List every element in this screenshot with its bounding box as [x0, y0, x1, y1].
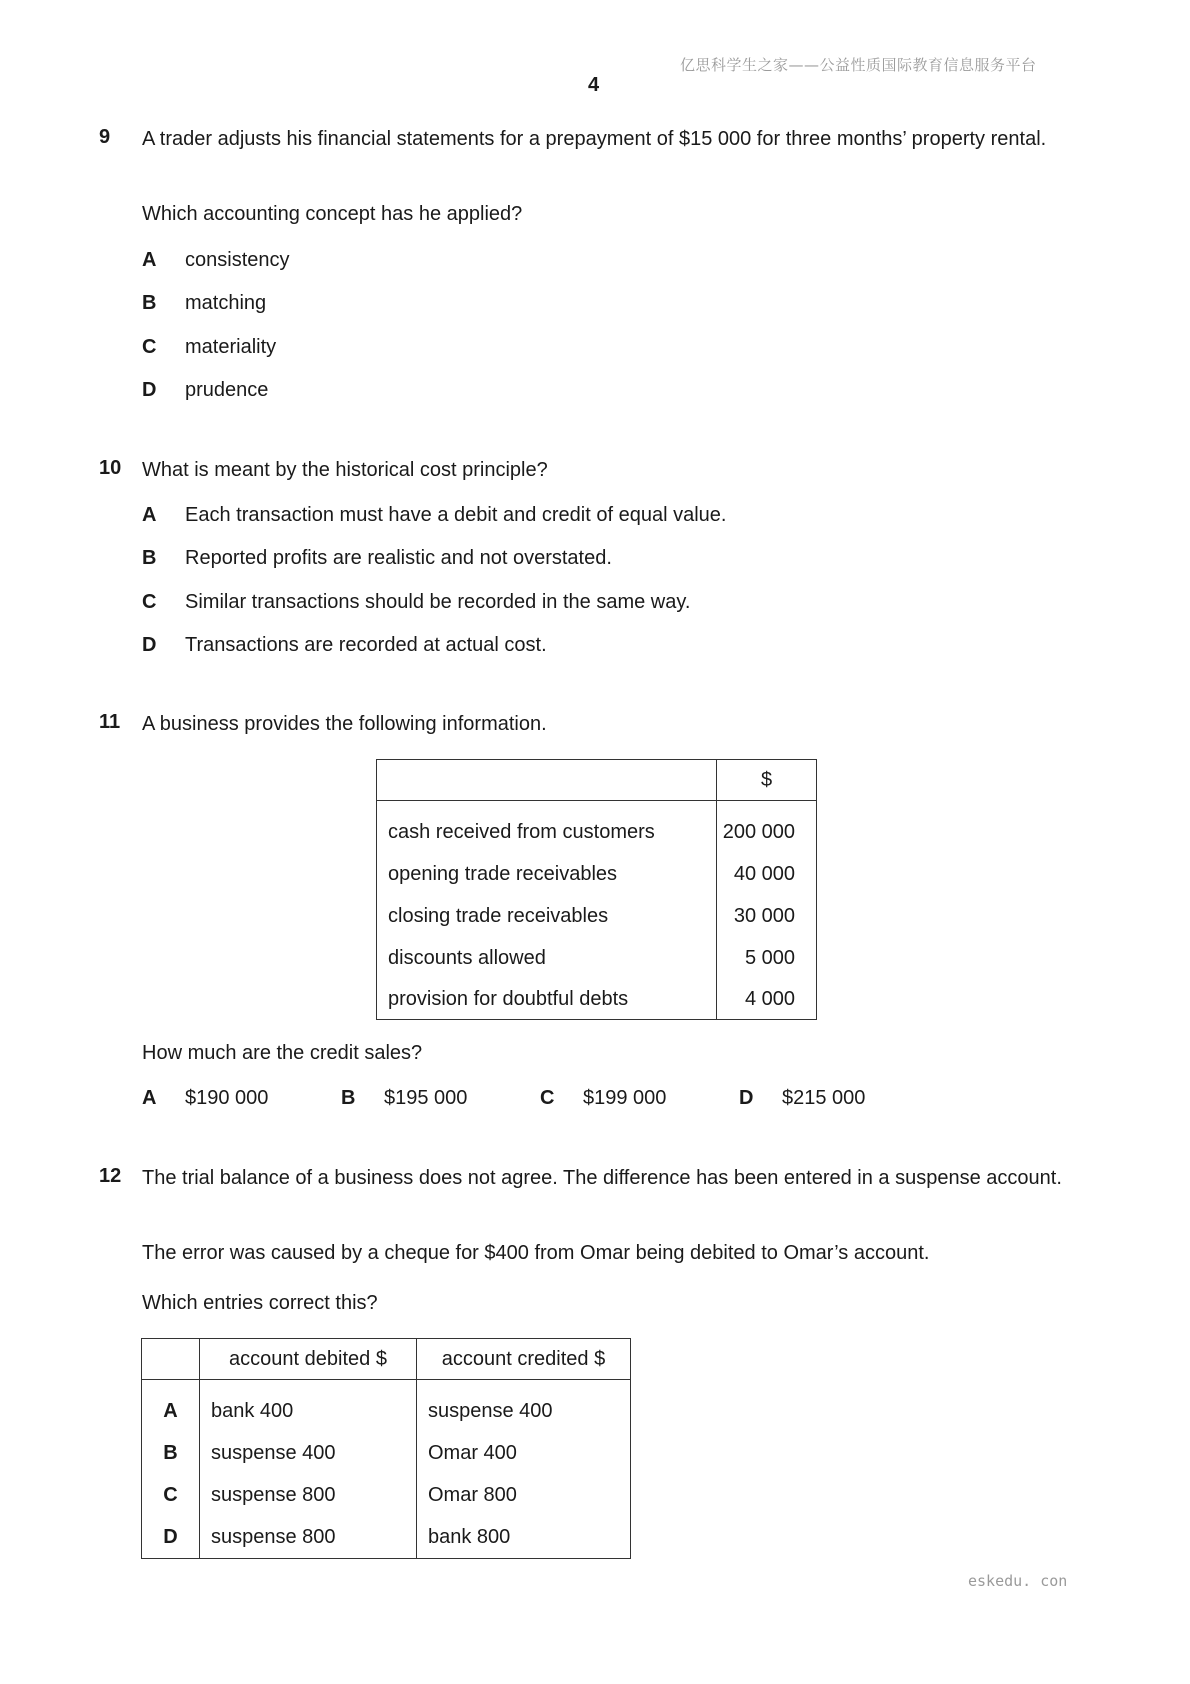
table-header-cell: $ — [717, 760, 817, 801]
page-number: 4 — [588, 74, 600, 96]
option-letter: D — [142, 1516, 200, 1559]
q10-option-text: Reported profits are realistic and not overstated. — [185, 547, 612, 569]
item-amount: 30 000 — [733, 904, 795, 927]
q10-option-letter: B — [142, 547, 157, 569]
credit-entry: bank 800 — [428, 1525, 511, 1548]
credit-entry: Omar 400 — [428, 1441, 517, 1464]
item-label: opening trade receivables — [377, 853, 717, 895]
q10-option-text: Similar transactions should be recorded in the same way. — [185, 591, 691, 613]
item-label: cash received from customers — [377, 801, 717, 854]
question-12-number: 12 — [99, 1165, 122, 1187]
information-table — [376, 759, 817, 1020]
item-amount: 4 000 — [744, 987, 795, 1010]
q11-option-letter: C — [540, 1087, 555, 1109]
q10-option-letter: C — [142, 591, 157, 613]
q11-option-letter: A — [142, 1087, 157, 1109]
q10-option-letter: A — [142, 504, 157, 526]
question-10-text: What is meant by the historical cost principle? — [142, 459, 548, 481]
q9-option-letter: A — [142, 249, 157, 271]
question-12-text: The trial balance of a business does not agree. The difference has been entered in a suspense account. — [142, 1167, 1062, 1189]
question-11-prompt: How much are the credit sales? — [142, 1042, 423, 1064]
q9-option-letter: C — [142, 336, 157, 358]
question-11-number: 11 — [99, 711, 121, 733]
table-row — [142, 1432, 631, 1474]
item-amount: 40 000 — [733, 862, 795, 885]
q10-option-letter: D — [142, 634, 157, 656]
q9-option-letter: B — [142, 292, 157, 314]
debit-entry: bank 400 — [200, 1380, 417, 1433]
q11-option-value: $215 000 — [782, 1087, 866, 1109]
item-amount: 200 000 — [722, 820, 795, 843]
question-12-prompt: Which entries correct this? — [142, 1292, 378, 1314]
table-row — [377, 801, 817, 854]
table-row — [142, 1474, 631, 1516]
q11-option-value: $190 000 — [185, 1087, 269, 1109]
question-11-text: A business provides the following information. — [142, 713, 547, 735]
credit-entry: Omar 800 — [428, 1483, 517, 1506]
q11-option-letter: B — [341, 1087, 356, 1109]
q11-option-value: $199 000 — [583, 1087, 667, 1109]
table-header-cell — [142, 1339, 200, 1380]
table-header-cell: account credited $ — [417, 1339, 631, 1380]
table-row — [142, 1380, 631, 1433]
credit-entry: suspense 400 — [428, 1399, 553, 1422]
watermark-footer: eskedu. con — [968, 1572, 1068, 1590]
q10-option-text: Transactions are recorded at actual cost. — [185, 634, 547, 656]
table-row — [377, 979, 817, 1020]
option-letter: A — [142, 1380, 200, 1433]
question-9-prompt: Which accounting concept has he applied? — [142, 203, 523, 225]
table-header-cell: account debited $ — [200, 1339, 417, 1380]
question-10-number: 10 — [99, 457, 122, 479]
q11-option-value: $195 000 — [384, 1087, 468, 1109]
question-12-detail: The error was caused by a cheque for $400 from Omar being debited to Omar’s account. — [142, 1242, 930, 1264]
debit-entry: suspense 800 — [200, 1516, 417, 1559]
table-row — [377, 937, 817, 979]
question-9-number: 9 — [99, 126, 111, 148]
q9-option-text: matching — [185, 292, 267, 314]
question-9-text: A trader adjusts his financial statements for a prepayment of $15 000 for three months’ property rental. — [142, 128, 1047, 150]
table-header-cell — [377, 760, 717, 801]
q10-option-text: Each transaction must have a debit and credit of equal value. — [185, 504, 727, 526]
q9-option-letter: D — [142, 379, 157, 401]
q9-option-text: consistency — [185, 249, 290, 271]
table-row — [377, 895, 817, 937]
option-letter: B — [142, 1432, 200, 1474]
item-label: closing trade receivables — [377, 895, 717, 937]
q11-option-letter: D — [739, 1087, 754, 1109]
watermark-header: 亿思科学生之家——公益性质国际教育信息服务平台 — [680, 56, 1037, 74]
q9-option-text: materiality — [185, 336, 277, 358]
option-letter: C — [142, 1474, 200, 1516]
debit-entry: suspense 800 — [200, 1474, 417, 1516]
table-row — [142, 1516, 631, 1559]
q9-option-text: prudence — [185, 379, 269, 401]
item-label: provision for doubtful debts — [377, 979, 717, 1020]
entries-table — [141, 1338, 631, 1559]
item-amount: 5 000 — [744, 946, 795, 969]
debit-entry: suspense 400 — [200, 1432, 417, 1474]
table-row — [377, 853, 817, 895]
item-label: discounts allowed — [377, 937, 717, 979]
